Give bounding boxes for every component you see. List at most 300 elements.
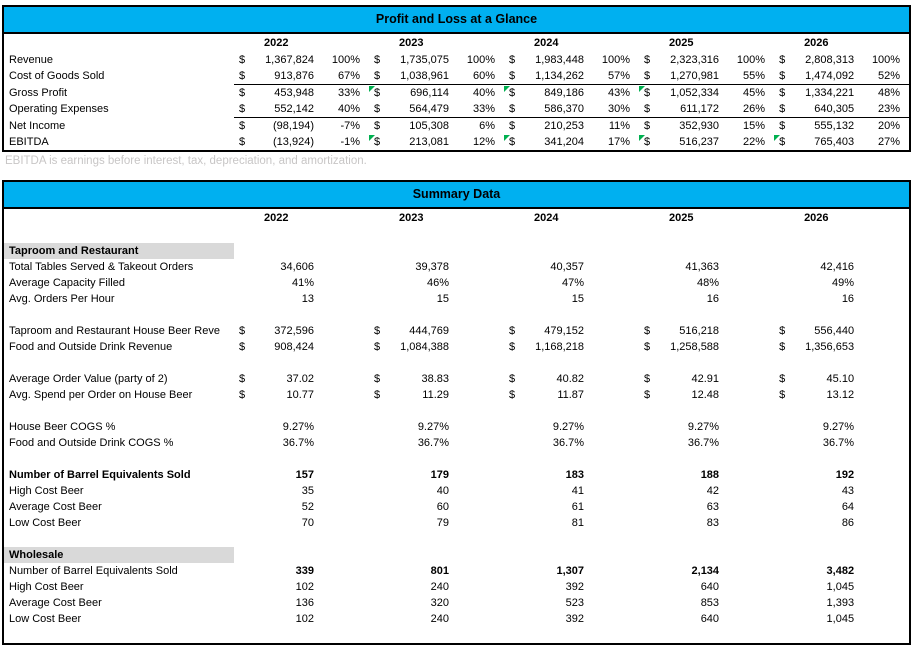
percent-cell [314,291,369,307]
currency-cell [774,499,792,515]
year-header: 2025 [669,212,694,224]
percent-cell [449,387,504,403]
currency-cell: $ [644,373,651,385]
year-header: 2024 [534,212,559,224]
currency-cell: $ [374,120,381,132]
value-cell: (13,924) [273,136,314,148]
value-cell: 188 [700,469,720,481]
percent-cell [719,595,774,611]
percent-cell [449,419,504,435]
spacer-row [4,355,909,371]
value-cell: 1,052,334 [670,87,720,99]
percent-cell: 12% [473,136,496,148]
year-header: 2025 [669,37,694,49]
value-cell: 179 [430,469,450,481]
value-cell: 86 [841,517,855,529]
value-cell: 52 [301,501,314,513]
percent-cell [854,259,909,275]
currency-cell [369,291,387,307]
percent-cell [584,291,639,307]
value-cell: 81 [571,517,585,529]
value-cell: 1,983,448 [535,54,585,66]
currency-cell: $ [779,341,786,353]
year-header: 2022 [264,212,289,224]
cell-flag-icon [639,86,645,92]
currency-cell: $ [504,134,522,150]
percent-cell [314,515,369,531]
currency-cell [369,611,387,627]
percent-cell [584,387,639,403]
value-cell: 15 [571,293,585,305]
percent-cell [854,371,909,387]
row-label: Average Order Value (party of 2) [9,373,168,385]
value-cell: 13.12 [826,389,855,401]
pnl-row [4,68,909,85]
currency-cell: $ [509,54,516,66]
percent-cell [719,483,774,499]
row-label: Low Cost Beer [9,517,82,529]
spacer-cell [4,531,909,547]
row-label: Avg. Spend per Order on House Beer [9,389,193,401]
percent-cell [314,483,369,499]
value-cell: 240 [430,613,450,625]
currency-cell [504,483,522,499]
value-cell: 2,323,316 [670,54,720,66]
currency-cell: $ [774,134,792,150]
value-cell: 1,393 [826,597,855,609]
pnl-body [4,52,909,150]
row-label: High Cost Beer [9,485,84,497]
currency-cell: $ [509,120,516,132]
value-cell: 10.77 [286,389,314,401]
section-label: Wholesale [4,547,234,563]
value-cell: 64 [841,501,855,513]
cell-flag-icon [774,135,780,141]
currency-cell [234,419,252,435]
currency-cell [369,259,387,275]
value-cell: 41% [291,277,314,289]
row-label: EBITDA [9,136,49,148]
percent-cell [584,435,639,451]
value-cell: 849,186 [544,87,585,99]
currency-cell: $ [779,54,786,66]
percent-cell [449,499,504,515]
percent-cell [719,579,774,595]
percent-cell: 48% [878,87,901,99]
spacer-row [4,451,909,467]
value-cell: 16 [841,293,855,305]
value-cell: 37.02 [286,373,314,385]
currency-cell [639,499,657,515]
cell-flag-icon [369,135,375,141]
value-cell: 1,367,824 [265,54,314,66]
currency-cell: $ [639,134,657,150]
spacer-row [4,307,909,323]
percent-cell [854,275,909,291]
currency-cell: $ [239,325,246,337]
value-cell: 42.91 [691,373,720,385]
pnl-row [4,118,909,135]
percent-cell [719,419,774,435]
currency-cell [234,595,252,611]
percent-cell: 100% [601,54,631,66]
year-header: 2026 [804,212,829,224]
currency-cell [234,467,252,483]
currency-cell: $ [369,134,387,150]
value-cell: 913,876 [252,68,314,85]
currency-cell [774,419,792,435]
currency-cell: $ [374,389,381,401]
currency-cell [774,579,792,595]
row-label: Average Cost Beer [9,501,102,513]
percent-cell [719,291,774,307]
value-cell: 640,305 [792,101,854,118]
currency-cell [639,611,657,627]
summary-year-header-row [4,209,909,227]
value-cell: 38.83 [421,373,450,385]
corner-cell [4,209,234,227]
currency-cell: $ [234,68,252,85]
percent-cell: 6% [479,120,496,132]
percent-cell [449,467,504,483]
percent-cell [449,275,504,291]
value-cell: 555,132 [814,120,855,132]
value-cell: 45.10 [826,373,855,385]
currency-cell [639,275,657,291]
value-cell: 79 [436,517,450,529]
value-cell: 40,357 [550,261,585,273]
row-label: Operating Expenses [9,103,109,116]
value-cell: 136 [295,597,314,609]
value-cell: 392 [565,581,585,593]
percent-cell: 11% [608,120,631,132]
value-cell: 765,403 [814,136,855,148]
currency-cell: $ [779,120,786,132]
pnl-row [4,134,909,150]
currency-cell: $ [239,87,246,99]
value-cell: 183 [565,469,585,481]
currency-cell: $ [639,101,657,118]
value-cell: (98,194) [273,120,314,132]
cell-flag-icon [504,86,510,92]
value-cell: 41,363 [685,261,720,273]
currency-cell: $ [644,341,651,353]
currency-cell: $ [509,389,516,401]
currency-cell: $ [239,54,246,66]
percent-cell [449,371,504,387]
percent-cell: 33% [449,101,504,118]
value-cell: 49% [832,277,855,289]
currency-cell: $ [509,373,516,385]
percent-cell: 40% [473,87,496,99]
value-cell: 36.7% [417,437,450,449]
currency-cell [369,275,387,291]
percent-cell: 67% [314,68,369,85]
summary-row [4,339,909,355]
percent-cell [584,611,639,627]
spacer-row [4,627,909,643]
percent-cell [854,467,909,483]
currency-cell [774,515,792,531]
percent-cell: 100% [736,54,766,66]
currency-cell [504,419,522,435]
currency-cell: $ [504,68,522,85]
currency-cell: $ [239,389,246,401]
percent-cell: 52% [854,68,909,85]
spacer-cell [4,227,909,243]
percent-cell [314,435,369,451]
spacer-row [4,227,909,243]
currency-cell: $ [369,68,387,85]
percent-cell [719,339,774,355]
value-cell: 9.27% [822,421,855,433]
percent-cell [314,579,369,595]
percent-cell [719,435,774,451]
currency-cell: $ [239,136,246,148]
percent-cell [584,515,639,531]
currency-cell: $ [504,101,522,118]
currency-cell [639,595,657,611]
section-filler [234,243,909,259]
value-cell: 105,308 [409,120,450,132]
summary-row [4,323,909,339]
summary-row [4,595,909,611]
percent-cell [719,371,774,387]
currency-cell [639,259,657,275]
currency-cell [369,467,387,483]
currency-cell [774,435,792,451]
percent-cell: 17% [608,136,631,148]
value-cell: 2,134 [691,565,720,577]
value-cell: 1,168,218 [535,341,585,353]
currency-cell [504,595,522,611]
value-cell: 157 [295,469,314,481]
currency-cell: $ [509,341,516,353]
percent-cell: 40% [314,101,369,118]
row-label: Number of Barrel Equivalents Sold [9,469,191,481]
currency-cell [369,579,387,595]
percent-cell [584,259,639,275]
value-cell: 9.27% [417,421,450,433]
value-cell: 444,769 [409,325,450,337]
percent-cell [314,419,369,435]
value-cell: 42 [706,485,720,497]
percent-cell [449,515,504,531]
currency-cell: $ [644,325,651,337]
currency-cell [774,259,792,275]
value-cell: 192 [835,469,855,481]
percent-cell: 45% [743,87,766,99]
percent-cell [449,435,504,451]
currency-cell [369,563,387,579]
percent-cell [314,595,369,611]
currency-cell [504,579,522,595]
value-cell: 9.27% [282,421,314,433]
value-cell: 1,038,961 [387,68,449,85]
summary-row [4,467,909,483]
year-header: 2023 [399,212,424,224]
value-cell: 564,479 [387,101,449,118]
section-filler [234,547,909,563]
value-cell: 1,735,075 [400,54,450,66]
value-cell: 516,237 [679,136,720,148]
percent-cell [854,579,909,595]
currency-cell [774,611,792,627]
percent-cell [854,499,909,515]
percent-cell [854,339,909,355]
value-cell: 36.7% [282,437,314,449]
percent-cell [854,611,909,627]
summary-row [4,579,909,595]
percent-cell [584,595,639,611]
value-cell: 34,606 [280,261,314,273]
currency-cell [234,275,252,291]
value-cell: 801 [430,565,450,577]
value-cell: 1,270,981 [657,68,719,85]
currency-cell: $ [779,87,786,99]
percent-cell [719,275,774,291]
percent-cell [854,323,909,339]
percent-cell [719,563,774,579]
value-cell: 392 [565,613,585,625]
percent-cell [449,611,504,627]
percent-cell: 30% [584,101,639,118]
currency-cell [504,467,522,483]
percent-cell [584,499,639,515]
currency-cell [639,515,657,531]
currency-cell [639,435,657,451]
percent-cell: 26% [719,101,774,118]
currency-cell: $ [779,373,786,385]
year-header: 2026 [804,37,829,49]
value-cell: 1,134,262 [522,68,584,85]
value-cell: 36.7% [552,437,585,449]
percent-cell [854,483,909,499]
section-header-row [4,547,909,563]
percent-cell [314,323,369,339]
pnl-grid [4,34,909,150]
currency-cell: $ [374,341,381,353]
value-cell: 611,172 [657,101,719,118]
percent-cell [854,515,909,531]
currency-cell: $ [504,85,522,102]
percent-cell [314,275,369,291]
summary-row [4,611,909,627]
spacer-row [4,403,909,419]
percent-cell [449,595,504,611]
currency-cell [234,259,252,275]
summary-row [4,291,909,307]
row-label: Gross Profit [9,86,68,99]
value-cell: 48% [697,277,720,289]
currency-cell [504,563,522,579]
row-label: Average Cost Beer [9,597,102,609]
value-cell: 1,045 [826,613,855,625]
row-label: Revenue [9,54,54,66]
currency-cell [504,611,522,627]
currency-cell: $ [239,341,246,353]
value-cell: 1,356,653 [805,341,855,353]
currency-cell: $ [369,101,387,118]
percent-cell [719,611,774,627]
summary-row [4,563,909,579]
summary-title: Summary Data [4,182,909,209]
percent-cell [314,339,369,355]
value-cell: 1,474,092 [792,68,854,85]
currency-cell [234,611,252,627]
pnl-table [2,5,911,152]
percent-cell [314,371,369,387]
currency-cell [774,595,792,611]
percent-cell [719,387,774,403]
percent-cell [854,563,909,579]
percent-cell: 15% [743,120,766,132]
percent-cell: 22% [743,136,766,148]
percent-cell [854,387,909,403]
percent-cell: -1% [340,136,361,148]
value-cell: 36.7% [822,437,855,449]
value-cell: 70 [301,517,314,529]
currency-cell [369,483,387,499]
ebitda-footnote: EBITDA is earnings before interest, tax, depreciation, and amortization. [5,155,367,167]
currency-cell: $ [774,68,792,85]
currency-cell [234,499,252,515]
percent-cell: 57% [584,68,639,85]
summary-row [4,483,909,499]
currency-cell [504,291,522,307]
percent-cell [314,387,369,403]
year-header: 2024 [534,37,559,49]
value-cell: 9.27% [552,421,585,433]
value-cell: 35 [301,485,314,497]
summary-row [4,515,909,531]
currency-cell: $ [369,85,387,102]
currency-cell [234,291,252,307]
percent-cell: 23% [854,101,909,118]
currency-cell [234,563,252,579]
value-cell: 341,204 [544,136,585,148]
currency-cell [234,435,252,451]
percent-cell [449,323,504,339]
value-cell: 1,084,388 [400,341,450,353]
currency-cell [234,483,252,499]
currency-cell [639,579,657,595]
value-cell: 60 [436,501,450,513]
value-cell: 12.48 [691,389,720,401]
row-label: Food and Outside Drink COGS % [9,437,174,449]
value-cell: 102 [295,613,314,625]
spacer-cell [4,403,909,419]
section-header-row [4,243,909,259]
currency-cell [639,467,657,483]
percent-cell [854,291,909,307]
year-header: 2022 [264,37,289,49]
percent-cell [584,419,639,435]
percent-cell [449,339,504,355]
row-label: Number of Barrel Equivalents Sold [9,565,178,577]
percent-cell [719,467,774,483]
currency-cell [504,275,522,291]
value-cell: 586,370 [522,101,584,118]
value-cell: 47% [562,277,585,289]
value-cell: 11.87 [557,389,585,401]
percent-cell: -7% [340,120,361,132]
currency-cell: $ [374,325,381,337]
summary-row [4,259,909,275]
value-cell: 1,334,221 [805,87,855,99]
value-cell: 36.7% [687,437,720,449]
percent-cell [314,467,369,483]
